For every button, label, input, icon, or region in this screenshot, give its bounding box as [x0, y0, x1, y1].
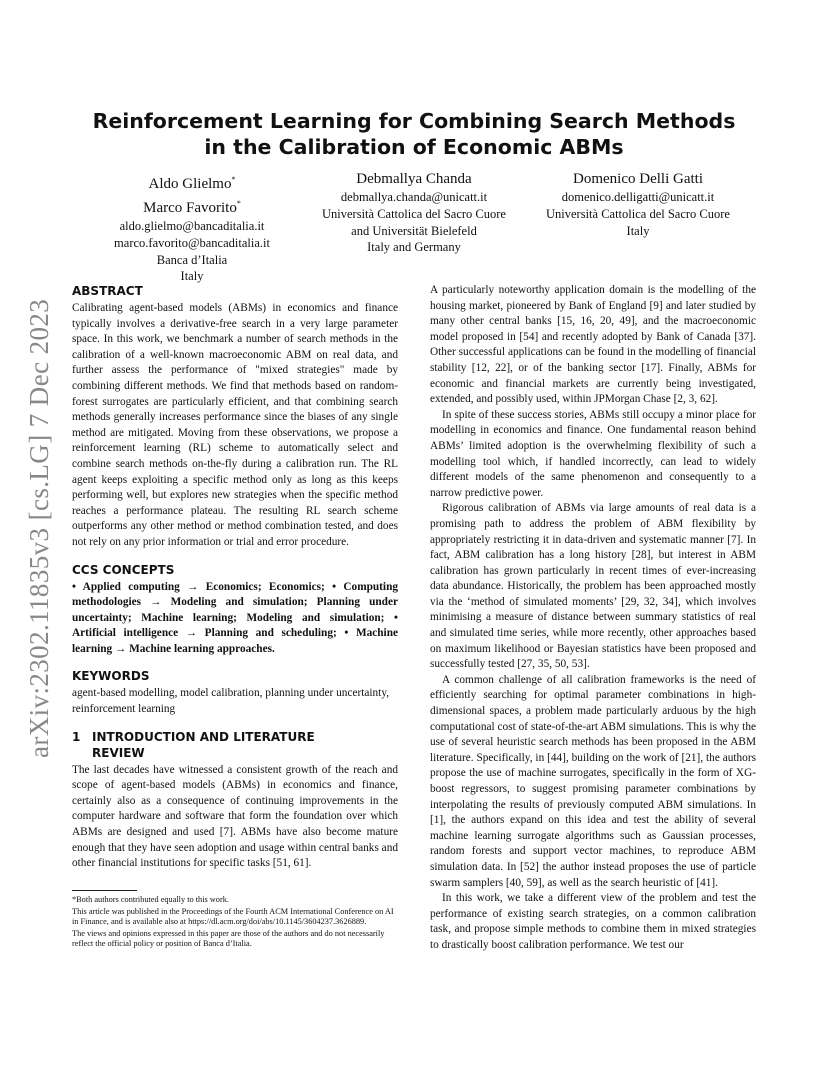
paper-title: [72, 108, 756, 160]
author-email: domenico.delligatti@unicatt.it: [561, 190, 715, 204]
author-email: marco.favorito@bancaditalia.it: [114, 235, 270, 250]
right-column: [430, 283, 756, 954]
body-paragraph: A common challenge of all calibration frameworks is the need of efficiently searching for optimal parameter combinations in high-dimensional spaces, a problem made particularly arduous by the high computational cost of state-of-the-art ABM simulations. This is why the use of several heuristic search methods has been proposed in the ABM literature. Specifically, in [44], building on the work of [21], the authors propose the use of machine surrogates, specifically in the form of XG-boost regressors, to suggest promising parameter combinations by interpolating the results of previously computed ABM simulations. In [1], the authors expand on this idea and test the ability of several machine learning surrogate algorithms such as Gaussian processes, random forests and support vector machines, to reproduce ABM simulation data. In [52] the author instead proposes the use of particle swarm samplers [40, 59], as well as the search heuristic of [41].: [430, 673, 756, 889]
intro-heading: 1 INTRODUCTION AND LITERATURE REVIEW: [72, 729, 315, 760]
author-name: Aldo Glielmo*: [148, 175, 236, 192]
footnote-disclaimer: The views and opinions expressed in this paper are those of the authors and do not necessarily reflect the official policy or position of Banca d’Italia.: [72, 928, 385, 949]
ccs-heading: CCS CONCEPTS: [72, 562, 175, 577]
arxiv-identifier-stamp: [20, 290, 60, 760]
footnote-equal-contribution: *Both authors contributed equally to this work.: [72, 895, 229, 904]
section-number: 1: [72, 729, 81, 744]
author-block-3: [528, 170, 748, 239]
body-paragraph: In spite of these success stories, ABMs still occupy a minor place for modelling in economics and finance. One fundamental reason behind ABMs’ limited adoption is the overwhelming flexibility of such a modelling tool which, if handled incorrectly, can lead to widely different models of the same phenomenon and consequently to a narrow predictive power.: [430, 408, 756, 499]
author-block-2: [304, 170, 524, 256]
author-affiliation: Università Cattolica del Sacro Cuore: [322, 206, 506, 221]
author-name: Marco Favorito*: [143, 199, 241, 216]
arxiv-id-text: arXiv:2302.11835v3 [cs.LG] 7 Dec 2023: [24, 298, 54, 758]
title-line-1: Reinforcement Learning for Combining Search Methods: [92, 109, 736, 133]
author-affiliation: and Universität Bielefeld: [351, 223, 477, 238]
body-paragraph: Rigorous calibration of ABMs via large amounts of real data is a promising path to address the problem of ABM flexibility by appropriately restricting it in data-driven and systematic manner [7]. In fact, ABM calibration has a long history [28], but interest in ABM calibration has grown particularly in recent times of ever-increasing data abundance. Historically, the problem has been approached mostly via the ‘method of simulated moments’ [29, 32, 34], which involves minimising a measure of distance between summary statistics of real and simulated time series, while more recently, other approaches based on maximum likelihood or Bayesian statistics have been proposed and successfully tested [27, 35, 50, 53].: [430, 502, 756, 671]
author-affiliation: Università Cattolica del Sacro Cuore: [546, 206, 730, 221]
author-email: aldo.glielmo@bancaditalia.it: [119, 219, 265, 233]
author-country: Italy: [626, 223, 650, 238]
left-column: [72, 283, 398, 872]
title-line-2: in the Calibration of Economic ABMs: [204, 135, 624, 159]
footnotes: [72, 890, 398, 951]
intro-paragraph: The last decades have witnessed a consistent growth of the reach and scope of agent-based models (ABMs) in economics and finance, certainly also as a consequence of continuing improvements in the computer hardware and software that form the foundation over which ABMs are designed and used [7]. ABMs have also become mature enough that they have seen adoption and usage within central banks and other financial institutions for specific tasks [51, 61].: [72, 763, 398, 870]
author-country: Italy: [180, 269, 204, 284]
author-name: Domenico Delli Gatti: [573, 171, 703, 187]
ccs-text: • Applied computing → Economics; Economics; • Computing methodologies → Modeling and simulation; Planning under uncertainty; Machine learning; Modeling and simulation; • Artificial intelligence → Planning and scheduling; • Machine learning → Machine learning approaches.: [72, 580, 398, 655]
body-paragraph: In this work, we take a different view of the problem and test the performance of existing search strategies, on a common calibration task, and propose simple methods to combine them in mixed strategies to drastically boost calibration performance. We test our: [430, 892, 756, 951]
footnote-publication: This article was published in the Proceedings of the Fourth ACM International Conference on AI in Finance, and is available also at https://dl.acm.org/doi/abs/10.1145/3604237.3626889.: [72, 906, 394, 927]
abstract-heading: ABSTRACT: [72, 284, 143, 298]
author-affiliation: Banca d’Italia: [156, 252, 228, 267]
body-paragraph: A particularly noteworthy application domain is the modelling of the housing market, pioneered by Bank of England [9] and later studied by many other central banks [15, 16, 20, 49], and the macroeconomic model proposed in [54] and recently adopted by Bank of Canada [37]. Other successful applications can be found in the modelling of financial stability [12, 22], or of the banking sector [17]. Finally, ABMs for economic and financial markets are currently being investigated, extended, and possibly used, within JPMorgan Chase [2, 3, 62].: [430, 284, 756, 406]
author-block-1: [92, 170, 292, 285]
keywords-text: agent-based modelling, model calibration, planning under uncertainty, reinforcement learning: [72, 687, 390, 716]
author-country: Italy and Germany: [367, 240, 461, 255]
abstract-text: Calibrating agent-based models (ABMs) in economics and finance typically involves a derivative-free search in a very large parameter space. In this work, we benchmark a number of search methods in the calibration of a well-known macroeconomic ABM on real data, and further assess the performance of "mixed strategies" made by combining different methods. We find that methods based on random-forest surrogates are particularly efficient, and that combining search methods generally increases performance since the biases of any single method are mitigated. Moving from these observations, we propose a reinforcement learning (RL) scheme to automatically select and combine search methods on-the-fly during a calibration run. The RL agent keeps exploiting a specific method only as long as this keeps performing well, but explores new strategies when the specific method reaches a performance plateau. The resulting RL search scheme outperforms any other method or method combination tested, and does not rely on any prior information or trial and error procedure.: [72, 302, 398, 548]
author-email: debmallya.chanda@unicatt.it: [340, 190, 488, 204]
footnote-rule: [72, 890, 137, 891]
keywords-heading: KEYWORDS: [72, 669, 150, 684]
author-name: Debmallya Chanda: [356, 171, 472, 187]
